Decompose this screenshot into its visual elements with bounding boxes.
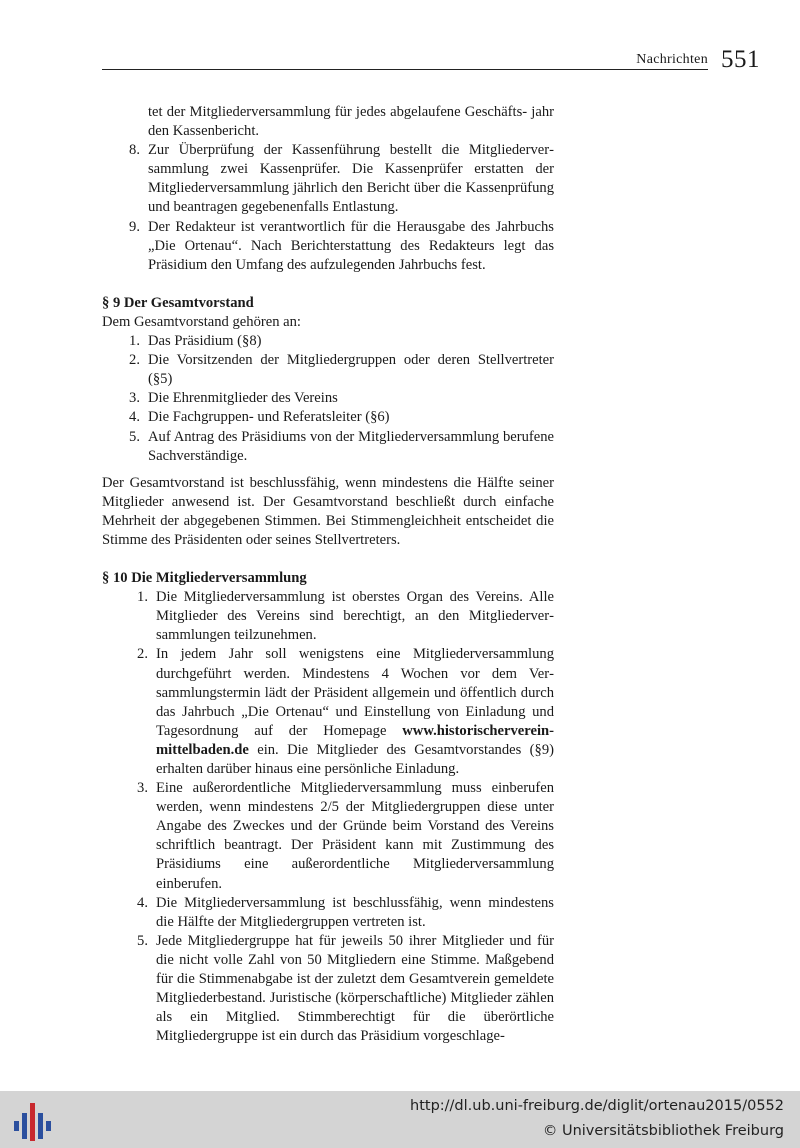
item-number: 3. [129,390,140,407]
list-item [102,218,554,275]
section10-list [102,588,554,1046]
list-item [102,389,554,408]
source-url-link[interactable]: http://dl.ub.uni-freiburg.de/diglit/ortenau2015/0552 [410,1098,784,1114]
item-text: Die Vorsitzenden der Mitgliedergruppen oder deren Stellvertreter (§5) [148,352,554,388]
section9-list [102,332,554,466]
list-item [102,894,554,932]
intro-list [102,141,554,275]
footer-bar [0,1091,800,1148]
continued-text: tet der Mitgliederversammlung für jedes abgelaufene Geschäfts- jahr den Kassenbericht. [148,104,554,140]
page-number: 551 [721,46,760,73]
item-text: Der Redakteur ist verantwortlich für die Herausgabe des Jahrbuchs „Die Ortenau“. Nach Berichterstattung des Redakteurs legt das Präsidium den Umfang des aufzulegenden Jahrbuchs fest. [148,218,554,273]
page-content [102,103,554,1046]
item-text: Jede Mitgliedergruppe hat für jeweils 50 ihrer Mitglieder und für die nicht volle Zahl von 50 Mitgliedern eine Stimme. Maßgebend für die Stimmenabgabe ist der zuletzt dem Gesamtverein gemeldete Mitgliederbestand. Juristische (körperschaftliche) Mitglieder zählen als ein Mitglied. Stimmberechtigt für die überörtliche Mitgliedergruppe ist ein durch das Präsidium vorgeschlage- [156,932,554,1045]
section-heading-10: § 10 Die Mitgliederversammlung [102,570,307,587]
library-logo-icon [12,1099,52,1143]
item-number: 2. [137,646,148,663]
item-number: 4. [129,409,140,426]
list-item [102,588,554,645]
list-item [102,408,554,427]
item-number: 2. [129,352,140,369]
page-header [102,46,760,74]
list-item [102,351,554,389]
item-number: 9. [129,218,140,235]
item-text: Die Ehrenmitglieder des Vereins [148,390,338,407]
section-lead: Dem Gesamtvorstand gehören an: [102,313,301,330]
item-number: 3. [137,780,148,797]
list-item [102,428,554,466]
section-heading-9: § 9 Der Gesamtvorstand [102,294,254,311]
item-text: Die Mitgliederversammlung ist oberstes Organ des Vereins. Alle Mitglieder des Vereins sind berechtigt, an den Mitgliederversammlungen teilzunehmen. [156,589,554,644]
list-item [102,332,554,351]
item-number: 5. [129,428,140,445]
list-item [102,141,554,217]
item-text: Zur Überprüfung der Kassenführung bestellt die Mitgliederversammlung zwei Kassenprüfer. Die Kassenprüfer erstatten der Mitgliederversammlung jährlich den Bericht über die Kassenprüfung und beantragen gegebenenfalls Entlastung. [148,142,554,216]
item-text: Die Fachgruppen- und Referatsleiter (§6) [148,409,390,426]
item-text: Die Mitgliederversammlung ist beschlussfähig, wenn mindestens die Hälfte der Mitgliedergruppen vertreten ist. [156,894,554,930]
list-item [102,645,554,779]
item-number: 4. [137,894,148,911]
header-rule [102,69,708,70]
item-number: 8. [129,142,140,159]
running-head: Nachrichten [636,52,708,67]
copyright-notice: © Universitätsbibliothek Freiburg [542,1123,784,1139]
item-text: Eine außerordentliche Mitgliederversammlung muss einberufen werden, wenn mindestens 2/5 der Mitgliedergruppen diese unter Angabe des Zweckes und der Gründe beim Vorstand des Vereins schriftlich beantragt. Der Präsident kann mit Zustimmung des Präsidiums eine außerordentliche Mitgliederversammlung einberufen. [156,780,554,892]
list-item [102,779,554,894]
item-text: ein. Die Mitglieder des Gesamtvorstandes (§9) erhalten darüber hinaus eine persönliche Einladung. [156,741,554,777]
homepage-link[interactable]: www.historischerverein-mittelbaden.de [156,722,554,758]
paragraph: Der Gesamtvorstand ist beschlussfähig, wenn mindestens die Hälfte seiner Mitglieder anwesend ist. Der Gesamtvorstand beschließt durch einfache Mehrheit der abgegebenen Stimmen. Bei Stimmengleichheit entscheidet die Stimme des Präsidenten oder seines Stellvertreters. [102,474,554,548]
item-number: 1. [137,589,148,606]
list-item [102,932,554,1047]
item-number: 5. [137,932,148,949]
item-text: Auf Antrag des Präsidiums von der Mitgliederversammlung berufene Sachverständige. [148,428,554,464]
item-number: 1. [129,333,140,350]
item-text: In jedem Jahr soll wenigstens eine Mitgliederversammlung durchgeführt werden. Mindestens 4 Wochen vor dem Versammlungstermin lädt der Präsident allgemein und öffentlich durch das Jahrbuch „Die Ortenau“ und Einstellung von Einladung und Tagesordnung auf der Homepage [156,646,554,739]
item-text: Das Präsidium (§8) [148,333,262,350]
